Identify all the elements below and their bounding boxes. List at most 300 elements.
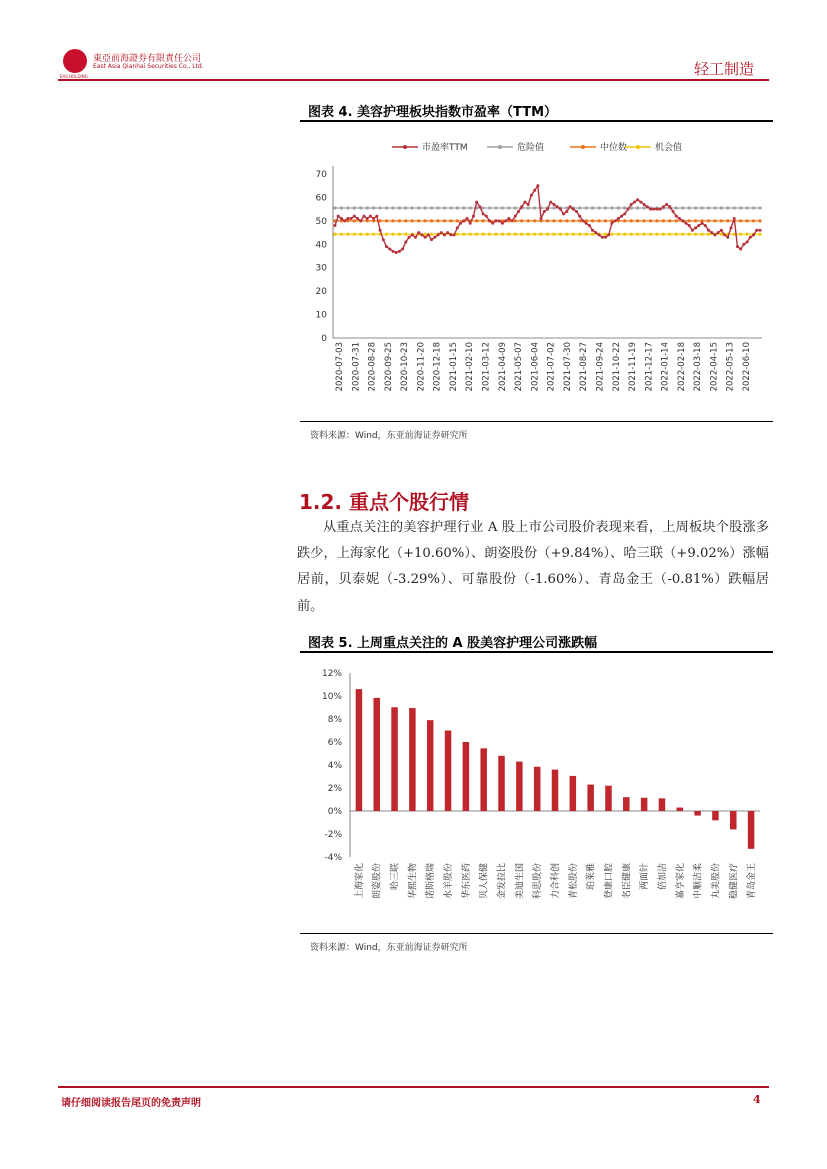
data-point xyxy=(430,233,433,236)
data-point xyxy=(391,233,394,236)
data-point xyxy=(475,219,478,222)
data-point xyxy=(527,206,530,209)
section-title: 1.2. 重点个股行情 xyxy=(299,490,469,514)
bar xyxy=(480,748,487,811)
data-point xyxy=(662,205,665,208)
data-point xyxy=(420,233,423,236)
data-point xyxy=(572,208,575,211)
data-point xyxy=(675,206,678,209)
data-point xyxy=(572,219,575,222)
data-point xyxy=(379,229,382,232)
bar xyxy=(552,770,559,811)
data-point xyxy=(623,219,626,222)
data-point xyxy=(391,219,394,222)
data-point xyxy=(469,206,472,209)
figure5-title: 图表 5. 上周重点关注的 A 股美容护理公司涨跌幅 xyxy=(308,636,598,651)
data-point xyxy=(730,226,733,229)
legend-item-2 xyxy=(570,141,627,153)
data-point xyxy=(588,224,591,227)
x-tick-label: 2020-12-18 xyxy=(432,342,443,392)
data-point xyxy=(755,229,758,232)
data-point xyxy=(462,206,465,209)
data-point xyxy=(607,233,610,236)
data-point xyxy=(424,219,427,222)
data-point xyxy=(707,219,710,222)
data-point xyxy=(726,206,729,209)
data-point xyxy=(581,219,584,222)
data-point xyxy=(636,206,639,209)
data-point xyxy=(597,206,600,209)
x-tick-label: 登康口腔 xyxy=(604,863,615,900)
x-tick-label: 2022-02-18 xyxy=(676,342,687,392)
data-point xyxy=(436,219,439,222)
data-point xyxy=(391,206,394,209)
x-tick-label: 中顺洁柔 xyxy=(693,863,704,900)
data-point xyxy=(665,203,668,206)
data-point xyxy=(655,219,658,222)
data-point xyxy=(559,233,562,236)
y-tick-label: 20 xyxy=(315,287,327,298)
data-point xyxy=(436,206,439,209)
data-point xyxy=(630,233,633,236)
data-point xyxy=(758,206,761,209)
data-point xyxy=(694,226,697,229)
data-point xyxy=(372,217,375,220)
x-tick-label: 稳健医疗 xyxy=(729,863,740,900)
data-point xyxy=(449,233,452,236)
data-point xyxy=(598,233,601,236)
bar xyxy=(463,742,470,811)
data-point xyxy=(642,206,645,209)
bar xyxy=(373,698,380,811)
data-point xyxy=(404,240,407,243)
data-point xyxy=(378,206,381,209)
data-point xyxy=(491,222,494,225)
data-point xyxy=(642,219,645,222)
data-point xyxy=(701,222,704,225)
legend-marker xyxy=(581,145,585,149)
data-point xyxy=(417,219,420,222)
data-point xyxy=(494,219,497,222)
data-point xyxy=(604,219,607,222)
disclaimer-link[interactable]: 请仔细阅读报告尾页的免责声明 xyxy=(61,1098,201,1109)
data-point xyxy=(707,233,710,236)
data-point xyxy=(533,219,536,222)
data-point xyxy=(469,233,472,236)
data-point xyxy=(594,231,597,234)
data-point xyxy=(540,217,543,220)
data-point xyxy=(549,201,552,204)
legend-item-1 xyxy=(487,141,544,153)
data-point xyxy=(478,205,481,208)
data-point xyxy=(733,206,736,209)
x-tick-label: 贝人保健 xyxy=(479,863,490,900)
bar xyxy=(623,797,630,811)
data-point xyxy=(334,224,337,227)
data-point xyxy=(726,236,729,239)
data-point xyxy=(424,206,427,209)
y-tick-label: 10% xyxy=(321,692,342,702)
data-point xyxy=(617,206,620,209)
data-point xyxy=(417,206,420,209)
data-point xyxy=(411,233,414,236)
x-tick-label: 2021-04-09 xyxy=(497,342,508,392)
data-point xyxy=(340,206,343,209)
data-point xyxy=(746,233,749,236)
data-point xyxy=(700,206,703,209)
bar xyxy=(587,785,594,811)
data-point xyxy=(520,219,523,222)
data-point xyxy=(504,219,507,222)
bar xyxy=(730,811,737,829)
data-point xyxy=(449,206,452,209)
data-point xyxy=(601,236,604,239)
data-point xyxy=(385,219,388,222)
y-tick-label: 4% xyxy=(327,761,342,771)
legend-label: 机会值 xyxy=(655,143,683,153)
data-point xyxy=(662,233,665,236)
bar xyxy=(427,720,434,811)
data-point xyxy=(388,247,391,250)
pe-ratio-chart xyxy=(300,122,773,420)
data-point xyxy=(488,219,491,222)
data-point xyxy=(385,233,388,236)
data-point xyxy=(437,233,440,236)
data-point xyxy=(739,233,742,236)
data-point xyxy=(759,229,762,232)
x-tick-label: 2021-01-15 xyxy=(448,342,459,392)
data-point xyxy=(527,219,530,222)
data-point xyxy=(626,208,629,211)
section-paragraph: 从重点关注的美容护理行业 A 股上市公司股价表现来看，上周板块个股涨多跌少，上海家化（+10.60%）、朗姿股份（+9.84%）、哈三联（+9.02%）涨幅居前，贝泰妮（-3.29%）、可靠股份（-1.60%）、青岛金王（-0.81%）跌幅居前。 xyxy=(297,520,769,614)
data-point xyxy=(466,217,469,220)
data-point xyxy=(382,238,385,241)
data-point xyxy=(514,219,517,222)
data-point xyxy=(617,217,620,220)
figure5-source: 资料来源：Wind，东亚前海证券研究所 xyxy=(310,943,468,953)
x-tick-label: 2021-08-27 xyxy=(579,342,590,392)
data-point xyxy=(604,233,607,236)
data-point xyxy=(739,219,742,222)
data-point xyxy=(353,215,356,218)
data-point xyxy=(482,206,485,209)
data-point xyxy=(398,206,401,209)
data-point xyxy=(398,250,401,253)
data-point xyxy=(630,219,633,222)
data-point xyxy=(507,217,510,220)
data-point xyxy=(713,219,716,222)
x-tick-label: 诺斯格瑞 xyxy=(426,863,437,900)
y-tick-label: 0% xyxy=(327,807,342,817)
bar xyxy=(677,808,684,811)
x-tick-label: 2022-03-18 xyxy=(693,342,704,392)
data-point xyxy=(552,233,555,236)
legend-item-3 xyxy=(625,141,682,153)
data-point xyxy=(539,233,542,236)
legend-label: 中位数 xyxy=(600,143,628,153)
series-markers-pe xyxy=(334,184,762,254)
data-point xyxy=(652,208,655,211)
x-tick-label: 2022-05-13 xyxy=(725,342,736,392)
data-point xyxy=(649,208,652,211)
bar xyxy=(498,756,505,811)
data-point xyxy=(449,219,452,222)
data-point xyxy=(359,233,362,236)
legend-marker xyxy=(636,145,640,149)
x-tick-label: 美迪生国 xyxy=(515,863,526,900)
data-point xyxy=(749,236,752,239)
data-point xyxy=(739,247,742,250)
data-point xyxy=(707,229,710,232)
data-point xyxy=(533,189,536,192)
data-point xyxy=(366,217,369,220)
data-point xyxy=(424,233,427,236)
data-point xyxy=(746,206,749,209)
data-point xyxy=(346,217,349,220)
data-point xyxy=(610,233,613,236)
x-tick-label: 名臣健康 xyxy=(622,863,633,900)
data-point xyxy=(346,206,349,209)
legend xyxy=(392,141,682,153)
data-point xyxy=(475,233,478,236)
data-point xyxy=(424,236,427,239)
data-point xyxy=(675,233,678,236)
data-point xyxy=(356,217,359,220)
y-tick-label: 70 xyxy=(315,170,327,180)
data-point xyxy=(359,206,362,209)
data-point xyxy=(514,206,517,209)
data-point xyxy=(456,226,459,229)
data-point xyxy=(333,206,336,209)
data-point xyxy=(456,206,459,209)
figure5-bottom-rule xyxy=(300,933,773,934)
x-tick-label: 2020-11-20 xyxy=(416,342,427,392)
data-point xyxy=(758,233,761,236)
data-point xyxy=(462,233,465,236)
data-point xyxy=(710,231,713,234)
data-point xyxy=(597,219,600,222)
data-point xyxy=(697,224,700,227)
data-point xyxy=(494,206,497,209)
y-tick-label: 12% xyxy=(321,669,342,679)
data-point xyxy=(591,206,594,209)
x-tick-label: 青岛金王 xyxy=(747,863,758,900)
x-tick-label: 科思股份 xyxy=(533,863,544,900)
data-point xyxy=(385,245,388,248)
data-point xyxy=(375,215,378,218)
data-point xyxy=(398,219,401,222)
y-tick-label: 60 xyxy=(315,193,327,204)
page-number: 4 xyxy=(753,1093,761,1106)
bar xyxy=(659,798,666,811)
footer-divider xyxy=(58,1086,769,1088)
data-point xyxy=(488,233,491,236)
data-point xyxy=(333,233,336,236)
data-point xyxy=(668,205,671,208)
data-point xyxy=(559,208,562,211)
data-point xyxy=(713,206,716,209)
y-tick-label: 30 xyxy=(315,263,327,274)
data-point xyxy=(514,233,517,236)
data-point xyxy=(517,210,520,213)
data-point xyxy=(620,215,623,218)
x-tick-label: 2020-09-25 xyxy=(383,342,394,392)
data-point xyxy=(369,215,372,218)
x-tick-label: 力合科创 xyxy=(551,863,561,900)
x-tick-label: 2020-07-31 xyxy=(351,342,362,392)
data-point xyxy=(630,203,633,206)
data-point xyxy=(565,210,568,213)
data-point xyxy=(636,219,639,222)
stock-change-chart xyxy=(300,655,773,925)
data-point xyxy=(694,233,697,236)
data-point xyxy=(527,203,530,206)
x-tick-label: 2021-03-12 xyxy=(481,342,492,392)
data-point xyxy=(507,206,510,209)
data-point xyxy=(752,233,755,236)
data-point xyxy=(453,233,456,236)
bar xyxy=(605,786,612,811)
data-point xyxy=(643,203,646,206)
x-tick-label: 2021-12-17 xyxy=(644,342,655,392)
x-tick-label: 2021-11-19 xyxy=(628,342,639,392)
data-point xyxy=(688,233,691,236)
data-point xyxy=(359,219,362,222)
data-point xyxy=(675,215,678,218)
industry-label: 轻工制造 xyxy=(693,60,754,78)
data-point xyxy=(720,206,723,209)
data-point xyxy=(469,222,472,225)
data-point xyxy=(723,233,726,236)
x-tick-label: 2020-10-23 xyxy=(400,342,411,392)
data-point xyxy=(456,233,459,236)
data-point xyxy=(443,206,446,209)
data-point xyxy=(565,219,568,222)
data-point xyxy=(372,206,375,209)
data-point xyxy=(372,233,375,236)
data-point xyxy=(614,219,617,222)
data-point xyxy=(591,229,594,232)
data-point xyxy=(462,219,465,222)
data-point xyxy=(610,206,613,209)
data-point xyxy=(639,201,642,204)
data-point xyxy=(694,219,697,222)
data-point xyxy=(717,231,720,234)
data-point xyxy=(707,206,710,209)
data-point xyxy=(655,233,658,236)
data-point xyxy=(501,222,504,225)
y-tick-label: 50 xyxy=(315,216,327,227)
figure4-source: 资料来源：Wind，东亚前海证券研究所 xyxy=(310,431,468,441)
data-point xyxy=(633,201,636,204)
x-tick-label: 2021-09-24 xyxy=(595,342,606,392)
company-logo-icon xyxy=(63,49,87,73)
data-point xyxy=(353,233,356,236)
data-point xyxy=(585,233,588,236)
figure5-top-rule xyxy=(300,651,773,653)
data-point xyxy=(655,208,658,211)
data-point xyxy=(507,233,510,236)
data-point xyxy=(559,219,562,222)
data-point xyxy=(684,222,687,225)
figure4-bottom-rule xyxy=(300,421,773,422)
bar xyxy=(712,811,719,820)
x-tick-label: 2022-04-15 xyxy=(709,342,720,392)
data-point xyxy=(552,203,555,206)
data-point xyxy=(578,219,581,222)
series-line-pe xyxy=(335,186,760,253)
data-point xyxy=(688,219,691,222)
data-point xyxy=(591,219,594,222)
bar xyxy=(641,798,648,811)
data-point xyxy=(398,233,401,236)
data-point xyxy=(427,233,430,236)
y-tick-label: -2% xyxy=(324,830,342,840)
data-point xyxy=(340,217,343,220)
data-point xyxy=(404,219,407,222)
data-point xyxy=(395,251,398,254)
data-point xyxy=(739,206,742,209)
data-point xyxy=(440,231,443,234)
x-tick-label: 2020-07-03 xyxy=(335,342,345,392)
bar xyxy=(748,811,755,849)
data-point xyxy=(578,215,581,218)
bar xyxy=(391,707,398,811)
data-point xyxy=(475,201,478,204)
data-point xyxy=(494,233,497,236)
data-point xyxy=(485,215,488,218)
data-point xyxy=(575,210,578,213)
x-tick-label: 2021-07-30 xyxy=(562,342,573,392)
data-point xyxy=(585,222,588,225)
data-point xyxy=(482,219,485,222)
x-tick-label: 2021-10-22 xyxy=(611,342,622,392)
data-point xyxy=(430,206,433,209)
data-point xyxy=(623,206,626,209)
bar xyxy=(516,762,523,811)
x-tick-label: 丸美股份 xyxy=(711,863,722,900)
data-point xyxy=(523,201,526,204)
data-point xyxy=(642,233,645,236)
data-point xyxy=(353,219,356,222)
data-point xyxy=(736,245,739,248)
data-point xyxy=(742,243,745,246)
data-point xyxy=(704,224,707,227)
data-point xyxy=(472,215,475,218)
legend-item-0 xyxy=(392,141,468,153)
data-point xyxy=(337,215,340,218)
data-point xyxy=(546,208,549,211)
y-tick-label: 10 xyxy=(315,310,327,321)
data-point xyxy=(346,233,349,236)
data-point xyxy=(752,206,755,209)
data-point xyxy=(488,206,491,209)
data-point xyxy=(411,206,414,209)
data-point xyxy=(668,219,671,222)
bar xyxy=(694,811,701,816)
data-point xyxy=(591,233,594,236)
data-point xyxy=(391,250,394,253)
data-point xyxy=(446,231,449,234)
data-point xyxy=(543,210,546,213)
data-point xyxy=(659,208,662,211)
bar xyxy=(409,708,416,811)
data-point xyxy=(672,210,675,213)
data-point xyxy=(430,219,433,222)
data-point xyxy=(552,219,555,222)
data-point xyxy=(562,212,565,215)
data-point xyxy=(501,233,504,236)
